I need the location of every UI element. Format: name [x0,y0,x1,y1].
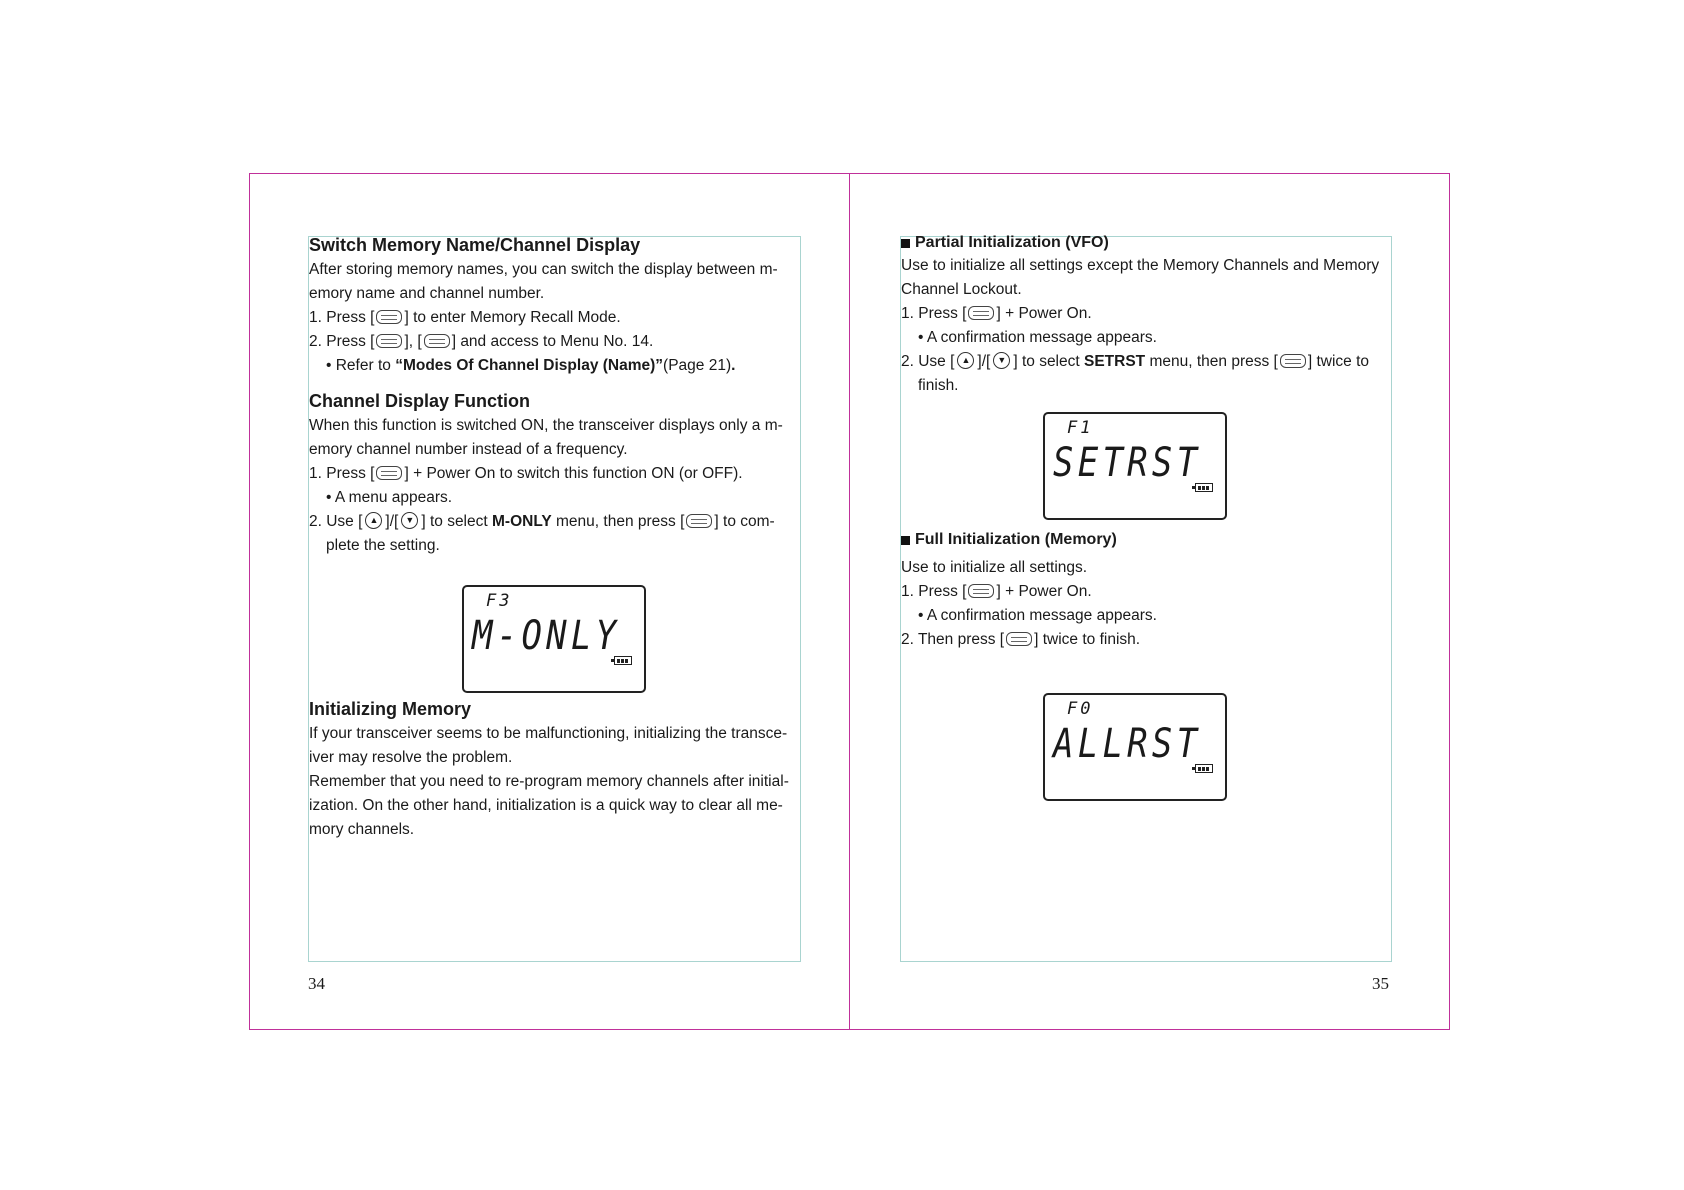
step-text: ] + Power On to switch this function ON (or OFF). [404,465,743,482]
manual-spread [249,173,1450,1030]
function-key-icon [968,584,994,598]
function-key-icon [376,466,402,480]
paragraph: emory name and channel number. [309,285,545,302]
step-text: 1. Press [ [901,305,967,322]
note-bold-text: “Modes Of Channel Display (Name)” [395,357,664,374]
step-1 [901,580,1381,604]
paragraph: Channel Lockout. [901,281,1022,298]
step-2 [309,510,809,534]
note-text: • Refer to [326,357,396,374]
paragraph: When this function is switched ON, the transceiver displays only a m- [309,417,783,434]
page-spine [849,174,850,1029]
reference-note [309,354,809,378]
section-title-text: Full Initialization (Memory) [915,531,1117,548]
step-text: ] to com- [714,513,775,530]
step-text: ]/[ [977,353,991,370]
paragraph: ization. On the other hand, initialization is a quick way to clear all me- [309,797,783,814]
down-key-icon: ▼ [993,352,1010,369]
step-text: menu, then press [ [551,513,685,530]
step-text: 2. Press [ [309,333,375,350]
menu-key-icon [424,334,450,348]
page-number-left: 34 [308,974,325,993]
function-key-icon [376,334,402,348]
vm-key-icon [376,310,402,324]
lcd-main-text: M-ONLY [472,613,621,659]
up-key-icon: ▲ [957,352,974,369]
step-text: ] to select [1013,353,1084,370]
initializing-memory-body [309,722,789,842]
section-title-text: Partial Initialization (VFO) [915,234,1109,251]
lcd-display-setrst [1043,412,1227,520]
step-text: ] + Power On. [996,305,1092,322]
paragraph: iver may resolve the problem. [309,749,513,766]
lcd-main-text: SETRST [1053,440,1202,486]
function-key-icon [1006,632,1032,646]
step-text: ] to enter Memory Recall Mode. [404,309,621,326]
section-title-channel-display: Channel Display Function [309,391,531,411]
step-text: ], [ [404,333,422,350]
paragraph: After storing memory names, you can switch the display between m- [309,261,778,278]
step-2 [901,628,1381,652]
up-key-icon: ▲ [365,512,382,529]
page-number-right: 35 [1372,974,1389,993]
function-key-icon [1280,354,1306,368]
lcd-main-text: ALLRST [1053,721,1202,767]
step-1 [309,462,809,486]
battery-icon [1195,483,1213,492]
lcd-display-allrst [1043,693,1227,801]
full-initialization-block [901,529,1381,652]
step-1 [901,302,1401,326]
lcd-display-m-only [462,585,646,693]
menu-name: M-ONLY [492,513,552,530]
step-text: ] to select [421,513,492,530]
paragraph: mory channels. [309,821,415,838]
step-2 [309,330,809,354]
menu-name: SETRST [1084,353,1146,370]
bullet-note: • A confirmation message appears. [918,607,1157,624]
step-text: ] and access to Menu No. 14. [451,333,654,350]
step-text: 2. Use [ [309,513,363,530]
step-text: 1. Press [ [309,465,375,482]
note-text: (Page 21) [663,357,732,374]
section-title-switch-memory-name: Switch Memory Name/Channel Display [309,235,641,255]
step-text: ] twice to [1307,353,1370,370]
step-text: ]/[ [385,513,399,530]
function-key-icon [968,306,994,320]
step-text: 2. Then press [ [901,631,1005,648]
square-bullet-icon [901,239,910,248]
step-continuation: finish. [918,377,959,394]
section-title-initializing-memory: Initializing Memory [309,699,472,719]
paragraph: Remember that you need to re-program memory channels after initial- [309,773,789,790]
paragraph: If your transceiver seems to be malfunctioning, initializing the transce- [309,725,788,742]
step-text: ] + Power On. [996,583,1092,600]
down-key-icon: ▼ [401,512,418,529]
step-text: menu, then press [ [1145,353,1278,370]
step-1 [309,306,809,330]
paragraph: emory channel number instead of a frequency. [309,441,628,458]
battery-icon [614,656,632,665]
step-text: 1. Press [ [901,583,967,600]
paragraph: Use to initialize all settings. [901,559,1088,576]
square-bullet-icon [901,536,910,545]
paragraph: Use to initialize all settings except the Memory Channels and Memory [901,257,1380,274]
function-key-icon [686,514,712,528]
bullet-note: • A menu appears. [326,489,453,506]
lcd-subtext: F3 [486,591,513,611]
step-text: ] twice to finish. [1034,631,1141,648]
lcd-subtext: F1 [1067,418,1094,438]
bullet-note: • A confirmation message appears. [918,329,1157,346]
section-title-full-initialization [901,529,1381,551]
step-text: 2. Use [ [901,353,955,370]
section-title-partial-initialization [901,232,1401,254]
step-continuation: plete the setting. [326,537,440,554]
lcd-subtext: F0 [1067,699,1094,719]
note-text: . [731,357,736,374]
battery-icon [1195,764,1213,773]
step-2 [901,350,1401,374]
step-text: 1. Press [ [309,309,375,326]
